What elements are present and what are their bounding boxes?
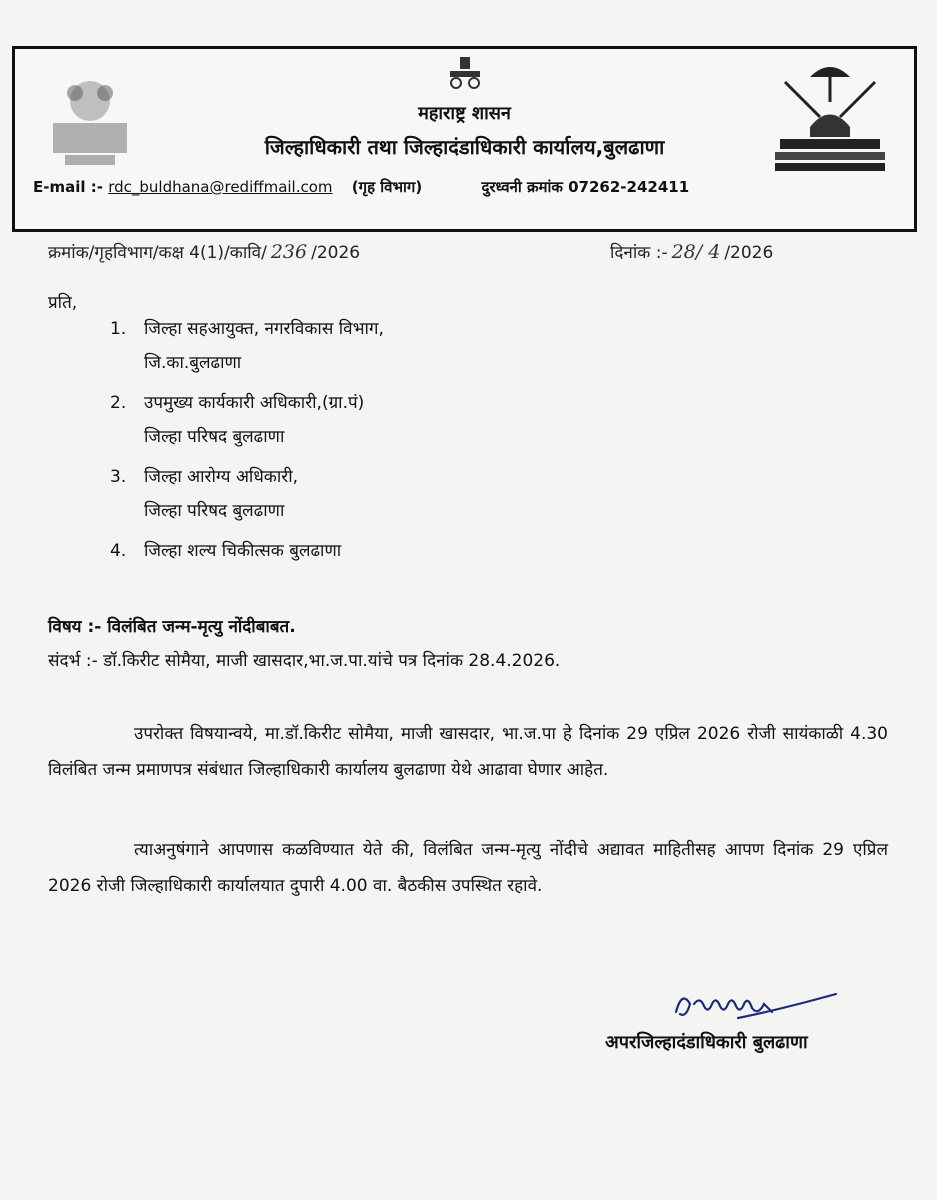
- body-paragraph: [48, 832, 888, 904]
- recipient-number: 1.: [110, 319, 127, 339]
- recipient-line1: जिल्हा सहआयुक्त, नगरविकास विभाग,: [144, 319, 384, 339]
- recipient-line1: उपमुख्य कार्यकारी अधिकारी,(ग्रा.पं): [144, 393, 365, 413]
- district-crest-icon: [765, 57, 895, 182]
- ref-handwritten-number: 236: [270, 241, 308, 263]
- ashoka-emblem-icon: [440, 55, 490, 91]
- paragraph-text: उपरोक्त विषयान्वये, मा.डॉ.किरीट सोमैया, माजी खासदार, भा.ज.पा हे दिनांक 29 एप्रिल 2026 रोजी सायंकाळी 4.30 विलंबित जन्म प्रमाणपत्र संबंधात जिल्हाधिकारी कार्यालय बुलढाणा येथे आढावा घेणार आहेत.: [48, 724, 888, 780]
- department-label: (गृह विभाग): [351, 178, 423, 196]
- contact-line: [33, 177, 689, 197]
- phone-label: दुरध्वनी क्रमांक: [481, 178, 563, 196]
- recipient-line2: जिल्हा परिषद बुलढाणा: [144, 427, 285, 447]
- date-label: दिनांक :-: [610, 243, 668, 263]
- paragraph-text: त्याअनुषंगाने आपणास कळविण्यात येते की, विलंबित जन्म-मृत्यु नोंदीचे अद्यावत माहितीसह आपण दिनांक 29 एप्रिल 2026 रोजी जिल्हाधिकारी कार्यालयात दुपारी 4.00 वा. बैठकीस उपस्थित रहावे.: [48, 840, 888, 896]
- letter-subject: विषय :- विलंबित जन्म-मृत्यु नोंदीबाबत.: [48, 617, 296, 637]
- recipient-line1: जिल्हा आरोग्य अधिकारी,: [144, 467, 299, 487]
- salutation-to: प्रति,: [48, 293, 78, 313]
- recipient-number: 4.: [110, 541, 127, 561]
- email-link[interactable]: rdc_buldhana@rediffmail.com: [108, 178, 333, 196]
- government-name: महाराष्ट्र शासन: [418, 103, 511, 124]
- email-label: E-mail :-: [33, 178, 103, 196]
- letterhead: [12, 46, 917, 232]
- recipient-line1: जिल्हा शल्य चिकीत्सक बुलढाणा: [144, 541, 342, 561]
- ref-year: /2026: [311, 243, 361, 263]
- recipient-number: 3.: [110, 467, 127, 487]
- recipient-item: [110, 534, 341, 568]
- recipient-item: [110, 312, 384, 380]
- signatory-designation: अपरजिल्हादंडाधिकारी बुलढाणा: [605, 1032, 808, 1053]
- signature-image: [668, 982, 838, 1032]
- recipient-line2: जिल्हा परिषद बुलढाणा: [144, 501, 285, 521]
- recipient-item: [110, 386, 364, 454]
- ref-prefix: क्रमांक/गृहविभाग/कक्ष 4(1)/कावि/: [48, 243, 267, 263]
- date-handwritten: 28/ 4: [671, 241, 721, 263]
- letter-reference: संदर्भ :- डॉ.किरीट सोमैया, माजी खासदार,भा.ज.पा.यांचे पत्र दिनांक 28.4.2026.: [48, 651, 561, 671]
- body-paragraph: [48, 716, 888, 788]
- phone-number: 07262-242411: [568, 178, 690, 196]
- reference-number: [48, 240, 360, 263]
- recipient-item: [110, 460, 298, 528]
- recipient-number: 2.: [110, 393, 127, 413]
- office-name: जिल्हाधिकारी तथा जिल्हादंडाधिकारी कार्यालय,बुलढाणा: [264, 135, 665, 159]
- date-year: /2026: [724, 243, 774, 263]
- letter-date: [610, 240, 773, 263]
- recipient-line2: जि.का.बुलढाणा: [144, 353, 242, 373]
